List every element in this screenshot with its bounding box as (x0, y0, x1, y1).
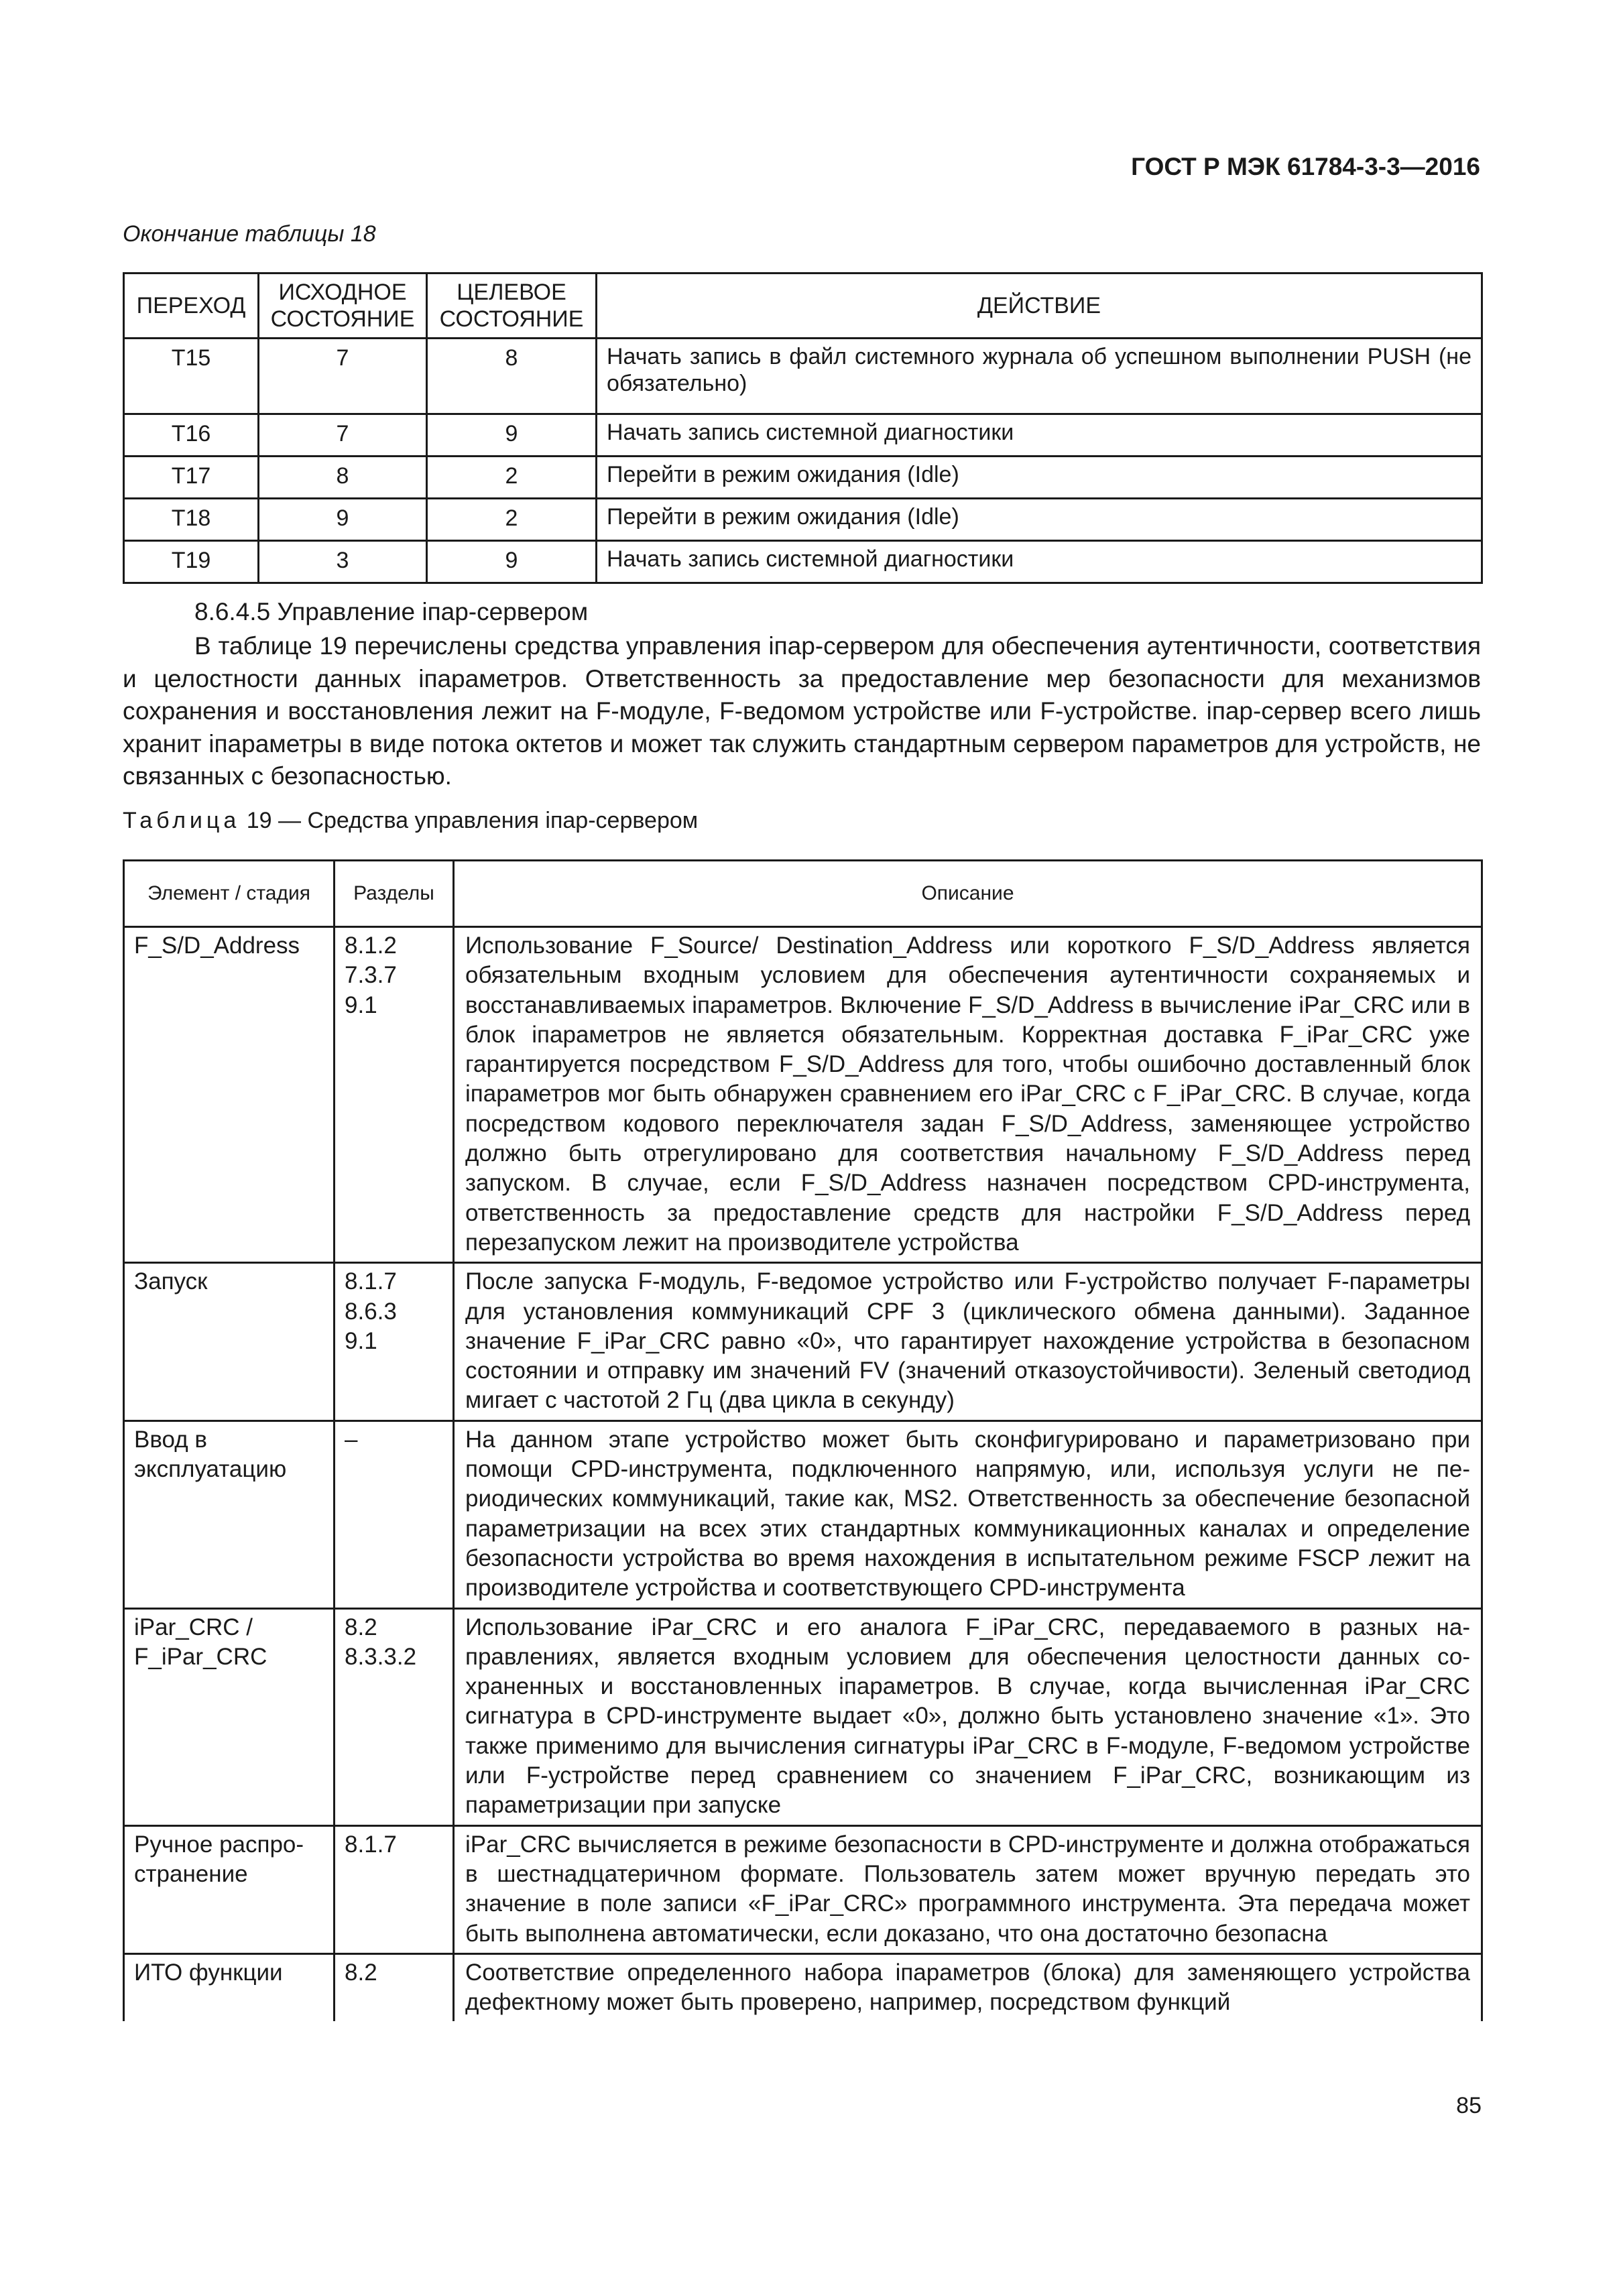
column-header-sections: Разделы (335, 861, 454, 927)
cell-description: Соответствие определенного набора iпараметров (блока) для заменяющего устройства дефектному может быть проверено, например, посредством функций (454, 1953, 1482, 2021)
cell-action: Перейти в режим ожидания (Idle) (597, 457, 1482, 499)
column-header-transition: ПЕРЕХОД (124, 274, 259, 339)
column-header-action: ДЕЙСТВИЕ (597, 274, 1482, 339)
cell-element: ИТО функции (124, 1953, 335, 2021)
cell-action: Начать запись системной диагностики (597, 414, 1482, 457)
cell-source-state: 7 (259, 414, 427, 457)
cell-target-state: 9 (427, 414, 597, 457)
page-number: 85 (1456, 2093, 1482, 2118)
table-row (124, 457, 1482, 499)
table19-title-text: 19 — Средства управления iпар-сервером (240, 808, 699, 833)
table-row (124, 499, 1482, 541)
cell-transition: T18 (124, 499, 259, 541)
cell-element: F_S/D_Address (124, 927, 335, 1263)
cell-sections: 8.1.7 (335, 1825, 454, 1953)
cell-description: На данном этапе устройство может быть сконфигурировано и параметризовано при помощи CPD-инструмента, подключенного напрямую, или, используя услуги не периодических коммуникаций, такие как, MS2. Ответственность за обеспечение безопасной параметризации на всех этих стандартных коммуникационных каналах и определение безопасности устройства во время нахождения в испытательном режиме FSCP лежит на производителе устройства и соответствующего CPD-инструмента (454, 1421, 1482, 1608)
cell-source-state: 7 (259, 339, 427, 414)
cell-element: iPar_CRC / F_iPar_CRC (124, 1608, 335, 1825)
cell-transition: T16 (124, 414, 259, 457)
cell-description: Использование iPar_CRC и его аналога F_iPar_CRC, передаваемого в разных направлениях, является входным условием для обеспечения целостности данных сохраненных и восстановленных iпараметров. В случае, когда вычисленная iPar_CRC сигнатура в CPD-инструменте выдает «0», должно быть установлено значение «1». Это также применимо для вычисления сигнатуры iPar_CRC в F-модуле, F-ведомом устройстве или F-устройстве перед сравнением со значением F_iPar_CRC, возникающим из параметризации при запуске (454, 1608, 1482, 1825)
table-row (124, 1263, 1482, 1421)
cell-action: Начать запись системной диагностики (597, 541, 1482, 583)
cell-transition: T19 (124, 541, 259, 583)
cell-source-state: 8 (259, 457, 427, 499)
cell-sections: 8.2 (335, 1953, 454, 2021)
cell-element: Ввод в эксплуатацию (124, 1421, 335, 1608)
section-heading: 8.6.4.5 Управление iпар-сервером (194, 598, 589, 625)
table18-continuation-caption: Окончание таблицы 18 (123, 221, 376, 247)
cell-action: Начать запись в файл системного журнала об успешном выполнении PUSH (не обязательно) (597, 339, 1482, 414)
cell-target-state: 8 (427, 339, 597, 414)
cell-description: После запуска F-модуль, F-ведомое устройство или F-устройство получает F-параметры для установления коммуникаций CPF 3 (циклического обмена данными). Заданное значение F_iPar_CRC равно «0», что гарантирует нахождение устройства в безопасном состоянии и отправку им значений FV (значений отказоустойчивости). Зеленый светодиод мигает с частотой 2 Гц (два цикла в секунду) (454, 1263, 1482, 1421)
cell-target-state: 2 (427, 457, 597, 499)
cell-transition: T15 (124, 339, 259, 414)
cell-description: iPar_CRC вычисляется в режиме безопасности в CPD-инструменте и должна отображаться в шестнадцатеричном формате. Пользователь затем может вручную передать это значение в поле записи «F_iPar_CRC» программного инструмента. Эта передача может быть выполнена автоматически, если доказано, что она достаточно безопасна (454, 1825, 1482, 1953)
table-row (124, 339, 1482, 414)
table-header-row (124, 861, 1482, 927)
cell-sections: – (335, 1421, 454, 1608)
column-header-description: Описание (454, 861, 1482, 927)
table-row (124, 414, 1482, 457)
table-row (124, 1608, 1482, 1825)
column-header-source-state: ИСХОДНОЕ СОСТОЯНИЕ (259, 274, 427, 339)
cell-element: Запуск (124, 1263, 335, 1421)
table-row (124, 1825, 1482, 1953)
table-header-row (124, 274, 1482, 339)
section-paragraph: В таблице 19 перечислены средства управления iпар-сервером для обеспечения аутентичности, соответствия и целостности данных iпараметров. Ответственность за предоставление мер безопасности для механизмов сохранения и восстановления лежит на F-модуле, F-ведомом устройстве или F-устройстве. iпар-сервер всего лишь хранит iпараметры в виде потока октетов и может так служить стандартным сервером параметров для устройств, не связанных с безопасностью. (123, 632, 1481, 790)
cell-transition: T17 (124, 457, 259, 499)
table-row (124, 1953, 1482, 2021)
column-header-element: Элемент / стадия (124, 861, 335, 927)
table-19 (123, 859, 1483, 2021)
cell-sections: 8.2 8.3.3.2 (335, 1608, 454, 1825)
cell-target-state: 9 (427, 541, 597, 583)
table19-title (123, 808, 698, 834)
table19-title-label: Таблица (123, 808, 241, 833)
table-row (124, 927, 1482, 1263)
table-row (124, 1421, 1482, 1608)
cell-element: Ручное распространение (124, 1825, 335, 1953)
cell-sections: 8.1.2 7.3.7 9.1 (335, 927, 454, 1263)
cell-description: Использование F_Source/ Destination_Address или короткого F_S/D_Address является обязательным входным условием для обеспечения аутентичности сохраняемых и восстанавливаемых iпараметров. Включение F_S/D_Address в вычисление iPar_CRC или в блок iпараметров не является обязательным. Корректная доставка F_iPar_CRC уже гарантируется посредством F_S/D_Address для того, чтобы ошибочно доставленный блок iпараметров мог быть обнаружен сравнением его iPar_CRC с F_iPar_CRC. В случае, когда посредством кодового переключателя задан F_S/D_Address, заменяющее устройство должно быть отрегулировано для соответствия начальному F_S/D_Address перед запуском. В случае, если F_S/D_Address назначен посредством CPD-инструмента, ответственность за предоставление средств для настройки F_S/D_Address перед перезапуском лежит на производителе устройства (454, 927, 1482, 1263)
cell-action: Перейти в режим ожидания (Idle) (597, 499, 1482, 541)
cell-source-state: 9 (259, 499, 427, 541)
cell-source-state: 3 (259, 541, 427, 583)
cell-sections: 8.1.7 8.6.3 9.1 (335, 1263, 454, 1421)
column-header-target-state: ЦЕЛЕВОЕ СОСТОЯНИЕ (427, 274, 597, 339)
document-standard-header: ГОСТ Р МЭК 61784-3-3—2016 (1131, 153, 1480, 180)
cell-target-state: 2 (427, 499, 597, 541)
table-row (124, 541, 1482, 583)
table-18 (123, 272, 1483, 584)
